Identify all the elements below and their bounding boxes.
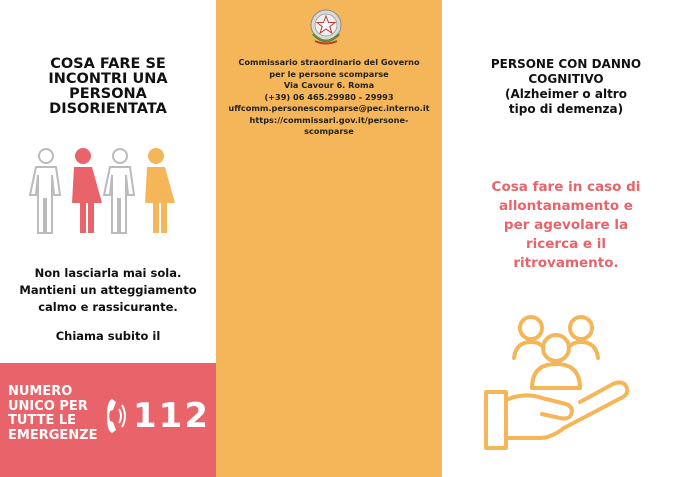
italian-republic-emblem-icon: [309, 8, 343, 48]
contact-line: https://commissari.gov.it/persone-scomparse: [249, 114, 409, 136]
right-title-line: COGNITIVO: [528, 72, 604, 86]
contact-line: Commissario straordinario del Governo: [238, 57, 420, 67]
left-title-line: DISORIENTATA: [49, 101, 167, 117]
emergency-label-line: UNICO PER: [8, 398, 88, 414]
emergency-label: [8, 385, 108, 443]
left-title-line: PERSONA: [69, 86, 147, 102]
left-title: [10, 57, 206, 117]
right-highlight-line: allontanamento e: [499, 198, 633, 214]
right-subtitle-line: tipo di demenza): [508, 102, 624, 116]
left-title-line: INCONTRI UNA: [48, 71, 168, 87]
right-title-line: PERSONE CON DANNO: [490, 57, 642, 71]
contact-line: uffcomm.personescomparse@pec.interno.it: [228, 103, 430, 113]
contact-info: [226, 57, 432, 138]
right-title: [458, 57, 674, 117]
right-subtitle-line: (Alzheimer o altro: [505, 87, 627, 101]
left-title-line: COSA FARE SE: [50, 56, 166, 72]
contact-line: (+39) 06 465.29980 - 29993: [264, 91, 394, 102]
people-icon: [28, 147, 178, 237]
emergency-label-line: TUTTE LE: [8, 413, 77, 428]
right-highlight-line: Cosa fare in caso di: [491, 179, 641, 195]
phone-icon: [106, 397, 128, 435]
left-message-line: Mantieni un atteggiamento: [19, 283, 197, 297]
left-message-line: Non lasciarla mai sola.: [34, 266, 182, 280]
contact-line: Via Cavour 6. Roma: [283, 80, 375, 90]
contact-line: per le persone scomparse: [269, 68, 389, 79]
right-highlight: [462, 178, 670, 273]
left-message-line: calmo e rassicurante.: [38, 300, 178, 314]
right-highlight-line: per agevolare la: [503, 217, 629, 233]
emergency-label-line: NUMERO: [8, 384, 73, 399]
right-highlight-line: ritrovamento.: [513, 255, 619, 271]
call-text: Chiama subito il: [55, 329, 161, 343]
emergency-number: 112: [133, 396, 210, 436]
right-highlight-line: ricerca e il: [525, 236, 607, 252]
left-message: [14, 265, 202, 316]
hand-holding-people-icon: [476, 310, 636, 455]
emergency-label-line: EMERGENZE: [8, 427, 98, 443]
